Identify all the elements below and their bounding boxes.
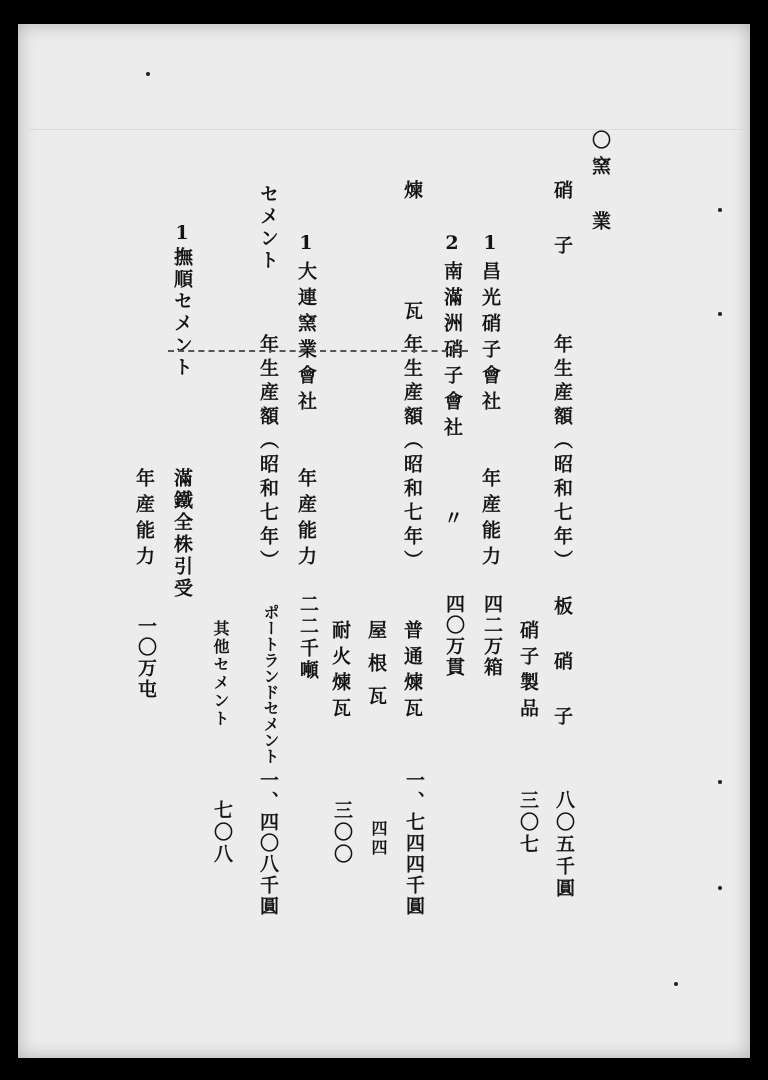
glass-products-value: 三〇七 <box>517 790 539 856</box>
firebrick-value: 三〇〇 <box>331 800 353 866</box>
cement-output-label: 年生産額（昭和七年） <box>257 334 279 574</box>
cement-company-1-capacity-label: 年産能力 <box>133 468 155 572</box>
glass-title: 硝 子 <box>551 180 573 261</box>
plate-glass-value: 八〇五千圓 <box>553 790 575 900</box>
portland-cement-value: 一、四〇八千圓 <box>257 770 279 917</box>
paper-speck <box>718 780 722 784</box>
paper-speck <box>718 208 722 212</box>
glass-company-1: 1昌光硝子會社 <box>479 232 501 417</box>
cement-company-1-note: 滿鐵全株引受 <box>171 468 193 600</box>
glass-company-2-capacity-value: 四〇万貫 <box>443 594 465 678</box>
section-heading: 〇窯 業 <box>589 130 611 237</box>
brick-title: 煉 瓦 <box>401 180 423 360</box>
common-brick-label: 普通煉瓦 <box>401 620 423 724</box>
cement-company-1: 1撫順セメント <box>171 222 193 379</box>
paper-speck <box>718 312 722 316</box>
other-cement-label: 其他セメント <box>211 620 230 728</box>
roof-tile-value: 四四 <box>369 820 388 858</box>
glass-company-1-capacity-label: 年産能力 <box>479 468 501 572</box>
brick-company-1-capacity-value: 二二千噸 <box>297 594 319 682</box>
glass-company-2: 2南滿洲硝子會社 <box>441 232 463 443</box>
cement-company-1-capacity-value: 一〇万屯 <box>135 616 157 700</box>
common-brick-value: 一、七四四千圓 <box>403 770 425 917</box>
paper-speck <box>674 982 678 986</box>
brick-output-label: 年生産額（昭和七年） <box>401 334 423 574</box>
paper-speck <box>718 886 722 890</box>
document-page <box>18 24 750 1058</box>
glass-company-2-ditto: 〃 <box>441 508 463 534</box>
other-cement-value: 七〇八 <box>211 800 233 866</box>
glass-company-1-capacity-value: 四二万箱 <box>481 594 503 678</box>
roof-tile-label: 屋根瓦 <box>365 620 387 719</box>
brick-company-1-capacity-label: 年産能力 <box>295 468 317 572</box>
page-fold-line <box>28 129 748 130</box>
dotted-separator <box>168 350 468 352</box>
portland-cement-label: ポートランドセメント <box>261 604 280 764</box>
glass-products-label: 硝子製品 <box>517 620 539 724</box>
brick-company-1: 1大連窯業會社 <box>295 232 317 417</box>
plate-glass-label: 板 硝 子 <box>551 596 573 732</box>
firebrick-label: 耐火煉瓦 <box>329 620 351 724</box>
paper-speck <box>146 72 150 76</box>
cement-title: セメント <box>257 184 279 272</box>
glass-output-label: 年生産額（昭和七年） <box>551 334 573 574</box>
